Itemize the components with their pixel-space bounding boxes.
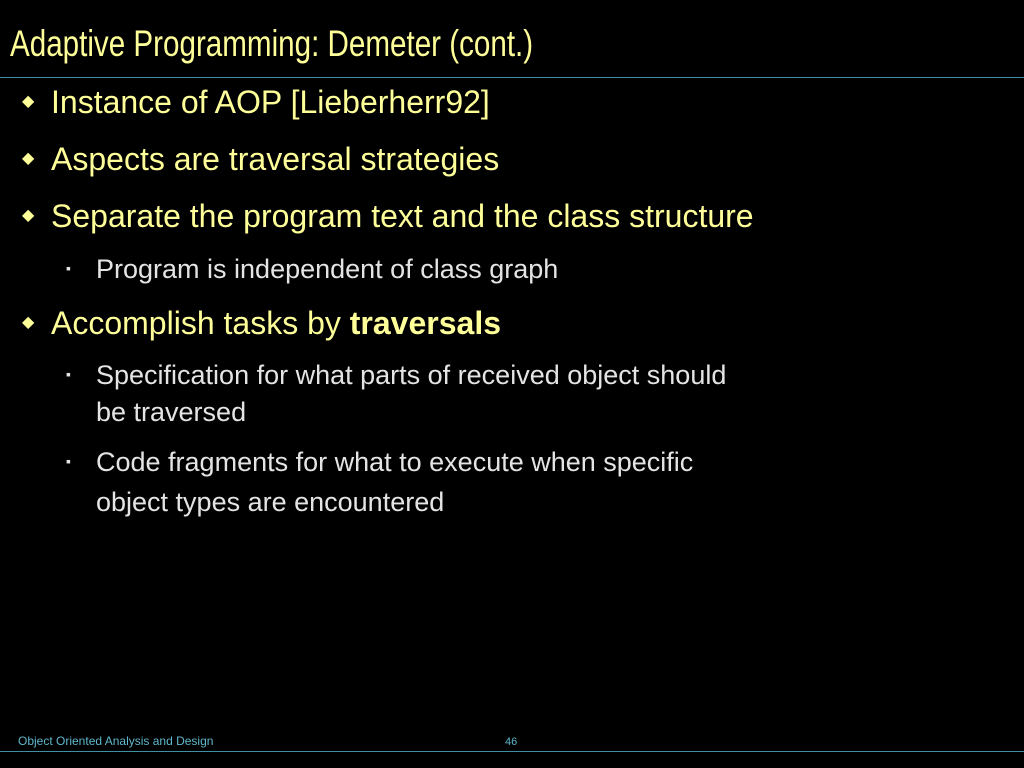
- diamond-bullet-icon: ◆: [22, 207, 35, 224]
- square-bullet-icon: ▪: [66, 366, 71, 382]
- bullet-emphasis: traversals: [349, 305, 501, 341]
- subbullet-text-line1: Specification for what parts of received object should: [96, 360, 727, 390]
- diamond-bullet-icon: ◆: [22, 93, 35, 110]
- bullet-text: Aspects are traversal strategies: [51, 141, 500, 177]
- diamond-bullet-icon: ◆: [22, 150, 35, 167]
- subbullet-text-line2: be traversed: [96, 397, 247, 427]
- footer-course-title: Object Oriented Analysis and Design: [18, 734, 214, 748]
- footer-page-number: 46: [505, 736, 518, 748]
- subbullet-text-line1: Code fragments for what to execute when specific: [96, 447, 694, 477]
- diamond-bullet-icon: ◆: [22, 314, 35, 331]
- bullet-text-container: [51, 303, 501, 343]
- subbullet-text: Program is independent of class graph: [96, 254, 559, 284]
- title-divider: [0, 77, 1024, 78]
- bullet-text: Instance of AOP [Lieberherr92]: [51, 84, 490, 120]
- subbullet-text-line2: object types are encountered: [96, 487, 445, 517]
- slide-title: Adaptive Programming: Demeter (cont.): [10, 23, 534, 64]
- square-bullet-icon: ▪: [66, 453, 71, 469]
- bullet-text: Separate the program text and the class structure: [51, 198, 754, 234]
- square-bullet-icon: ▪: [66, 260, 71, 276]
- bullet-text: Accomplish tasks by: [51, 305, 350, 341]
- footer-divider: [0, 751, 1024, 752]
